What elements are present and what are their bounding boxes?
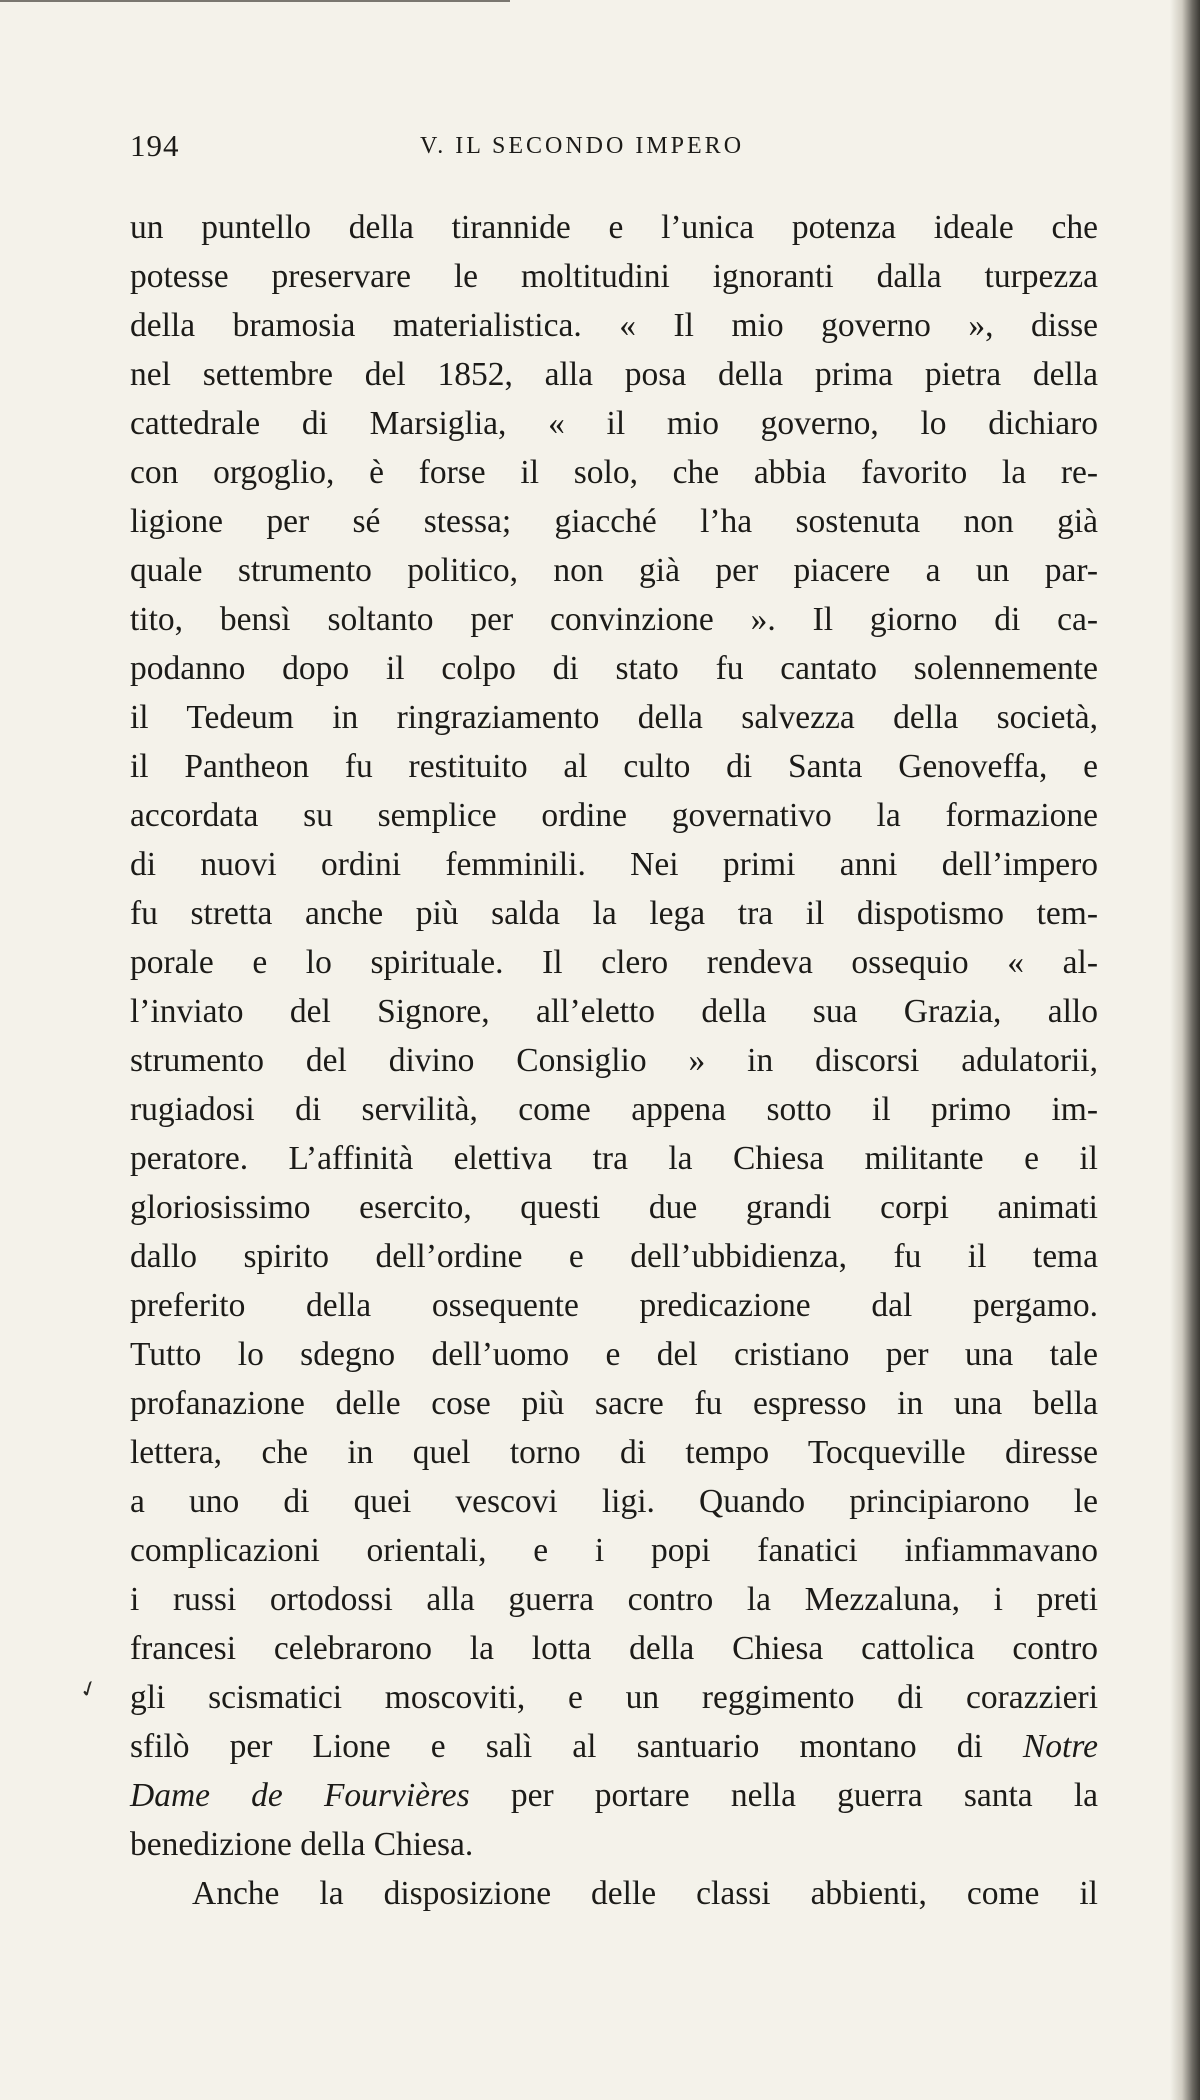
text-line: ligione per sé stessa; giacché l’ha sostenuta non già bbox=[130, 503, 1098, 540]
text-line: preferito della ossequente predicazione dal pergamo. bbox=[130, 1287, 1098, 1324]
text-line: gli scismatici moscoviti, e un reggimento di corazzieri bbox=[130, 1679, 1098, 1716]
text-line: complicazioni orientali, e i popi fanatici infiammavano bbox=[130, 1532, 1098, 1569]
text-line-paragraph-start: Anche la disposizione delle classi abbienti, come il bbox=[192, 1875, 1098, 1912]
page-number: 194 bbox=[130, 128, 180, 163]
text-line: a uno di quei vescovi ligi. Quando principiarono le bbox=[130, 1483, 1098, 1520]
chapter-title: V. IL SECONDO IMPERO bbox=[420, 133, 745, 159]
text-line: un puntello della tirannide e l’unica potenza ideale che bbox=[130, 209, 1098, 246]
text-line bbox=[130, 1771, 1098, 1820]
top-rule bbox=[0, 0, 510, 2]
running-head bbox=[130, 126, 810, 166]
text-line: nel settembre del 1852, alla posa della prima pietra della bbox=[130, 356, 1098, 393]
text-line: podanno dopo il colpo di stato fu cantato solennemente bbox=[130, 650, 1098, 687]
text-line: strumento del divino Consiglio » in discorsi adulatorii, bbox=[130, 1042, 1098, 1079]
marginal-pencil-mark: ✓ bbox=[75, 1673, 102, 1704]
text-line: potesse preservare le moltitudini ignoranti dalla turpezza bbox=[130, 258, 1098, 295]
italic-text: Dame de Fourvières bbox=[130, 1777, 470, 1814]
text-line: con orgoglio, è forse il solo, che abbia favorito la re- bbox=[130, 454, 1098, 491]
text-line: quale strumento politico, non già per piacere a un par- bbox=[130, 552, 1098, 589]
text-run: per portare nella guerra santa la bbox=[469, 1777, 1098, 1814]
text-line: tito, bensì soltanto per convinzione ». Il giorno di ca- bbox=[130, 601, 1098, 638]
text-line: cattedrale di Marsiglia, « il mio governo, lo dichiaro bbox=[130, 405, 1098, 442]
text-line: Tutto lo sdegno dell’uomo e del cristiano per una tale bbox=[130, 1336, 1098, 1373]
text-line: francesi celebrarono la lotta della Chiesa cattolica contro bbox=[130, 1630, 1098, 1667]
italic-text: Notre bbox=[1022, 1728, 1098, 1765]
body-text bbox=[130, 203, 1098, 1918]
text-line: gloriosissimo esercito, questi due grandi corpi animati bbox=[130, 1189, 1098, 1226]
text-line: il Tedeum in ringraziamento della salvezza della società, bbox=[130, 699, 1098, 736]
text-line: fu stretta anche più salda la lega tra il dispotismo tem- bbox=[130, 895, 1098, 932]
text-line bbox=[130, 1722, 1098, 1771]
text-line: porale e lo spirituale. Il clero rendeva ossequio « al- bbox=[130, 944, 1098, 981]
text-line: il Pantheon fu restituito al culto di Santa Genoveffa, e bbox=[130, 748, 1098, 785]
text-line: di nuovi ordini femminili. Nei primi anni dell’impero bbox=[130, 846, 1098, 883]
text-line: dallo spirito dell’ordine e dell’ubbidienza, fu il tema bbox=[130, 1238, 1098, 1275]
text-line-paragraph-end: benedizione della Chiesa. bbox=[130, 1826, 474, 1863]
text-line: accordata su semplice ordine governativo la formazione bbox=[130, 797, 1098, 834]
text-line: i russi ortodossi alla guerra contro la Mezzaluna, i preti bbox=[130, 1581, 1098, 1618]
text-run: sfilò per Lione e salì al santuario montano di bbox=[130, 1728, 1023, 1765]
text-line: della bramosia materialistica. « Il mio governo », disse bbox=[130, 307, 1098, 344]
text-line: peratore. L’affinità elettiva tra la Chiesa militante e il bbox=[130, 1140, 1098, 1177]
text-line: profanazione delle cose più sacre fu espresso in una bella bbox=[130, 1385, 1098, 1422]
text-line: l’inviato del Signore, all’eletto della sua Grazia, allo bbox=[130, 993, 1098, 1030]
text-line: rugiadosi di servilità, come appena sotto il primo im- bbox=[130, 1091, 1098, 1128]
page-edge-shadow bbox=[1170, 0, 1200, 2100]
text-line: lettera, che in quel torno di tempo Tocqueville diresse bbox=[130, 1434, 1098, 1471]
